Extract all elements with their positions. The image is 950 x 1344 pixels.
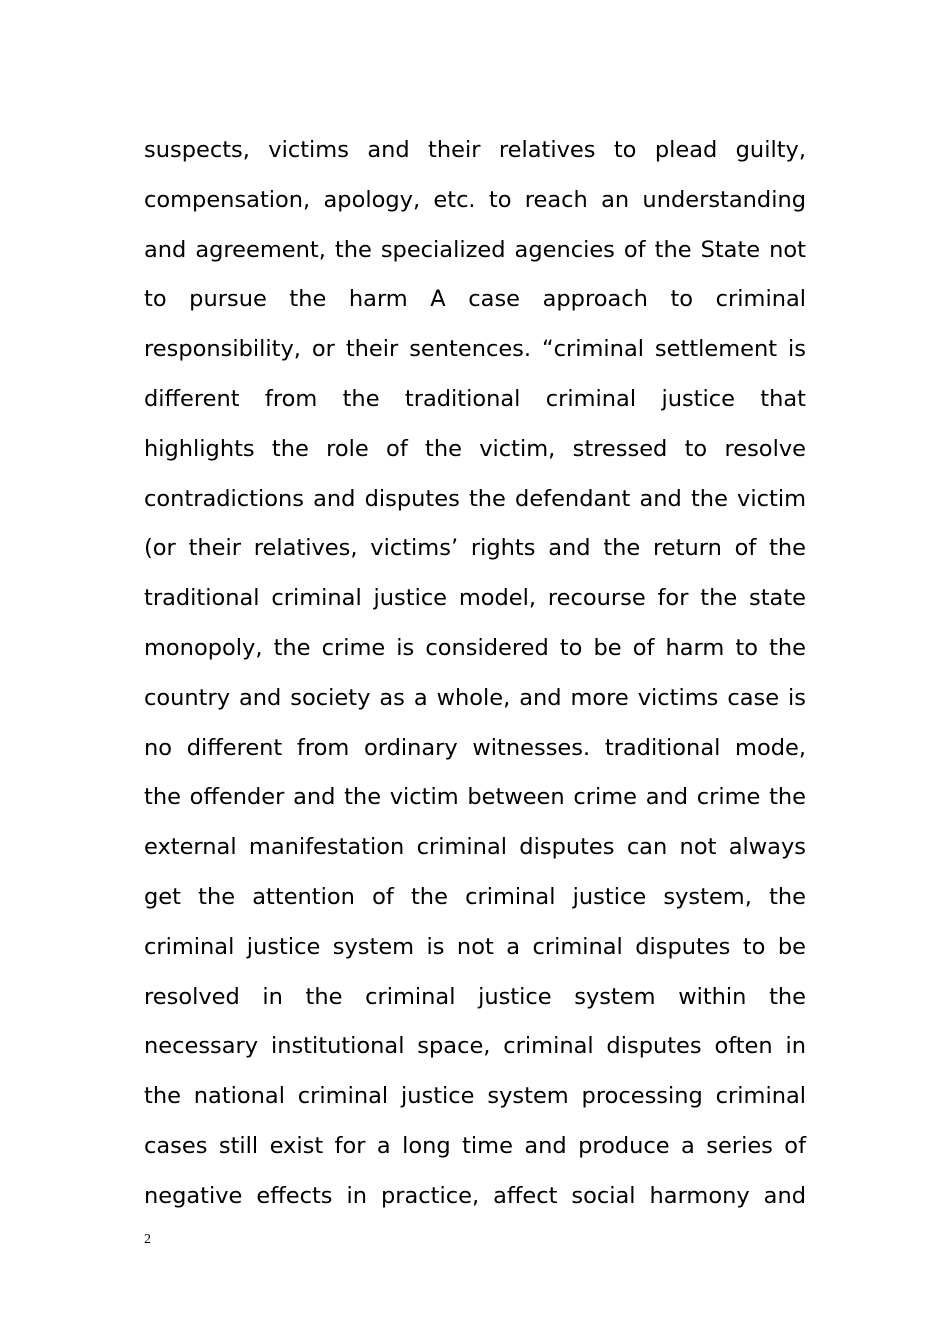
text-line: and agreement, the specialized agencies of the State not [144,236,806,263]
text-line: different from the traditional criminal justice that [144,385,806,412]
text-line: external manifestation criminal disputes can not always [144,834,806,861]
page-number: 2 [144,1232,151,1247]
text-line: negative effects in practice, affect social harmony and [144,1182,806,1209]
text-line: monopoly, the crime is considered to be of harm to the [144,634,806,661]
text-line: (or their relatives, victims’ rights and the return of the [144,535,806,562]
text-line: to pursue the harm A case approach to criminal [144,286,806,313]
text-line: suspects, victims and their relatives to plead guilty, [144,137,806,163]
text-line: the national criminal justice system processing criminal [144,1083,806,1110]
text-line: get the attention of the criminal justice system, the [144,883,806,910]
text-line: cases still exist for a long time and produce a series of [144,1132,806,1159]
text-line: compensation, apology, etc. to reach an understanding [144,186,806,213]
text-line: resolved in the criminal justice system within the [144,983,806,1010]
body-paragraph [144,126,806,1222]
text-line: no different from ordinary witnesses. traditional mode, [144,734,806,761]
text-line: traditional criminal justice model, recourse for the state [144,585,806,612]
text-line: criminal justice system is not a criminal disputes to be [144,933,806,960]
text-line: responsibility, or their sentences. “criminal settlement is [144,336,806,363]
text-line: country and society as a whole, and more victims case is [144,684,806,711]
text-line: necessary institutional space, criminal disputes often in [144,1033,806,1060]
text-line: the offender and the victim between crime and crime the [144,784,806,811]
text-line: highlights the role of the victim, stressed to resolve [144,435,806,462]
text-line: contradictions and disputes the defendant and the victim [144,485,806,512]
